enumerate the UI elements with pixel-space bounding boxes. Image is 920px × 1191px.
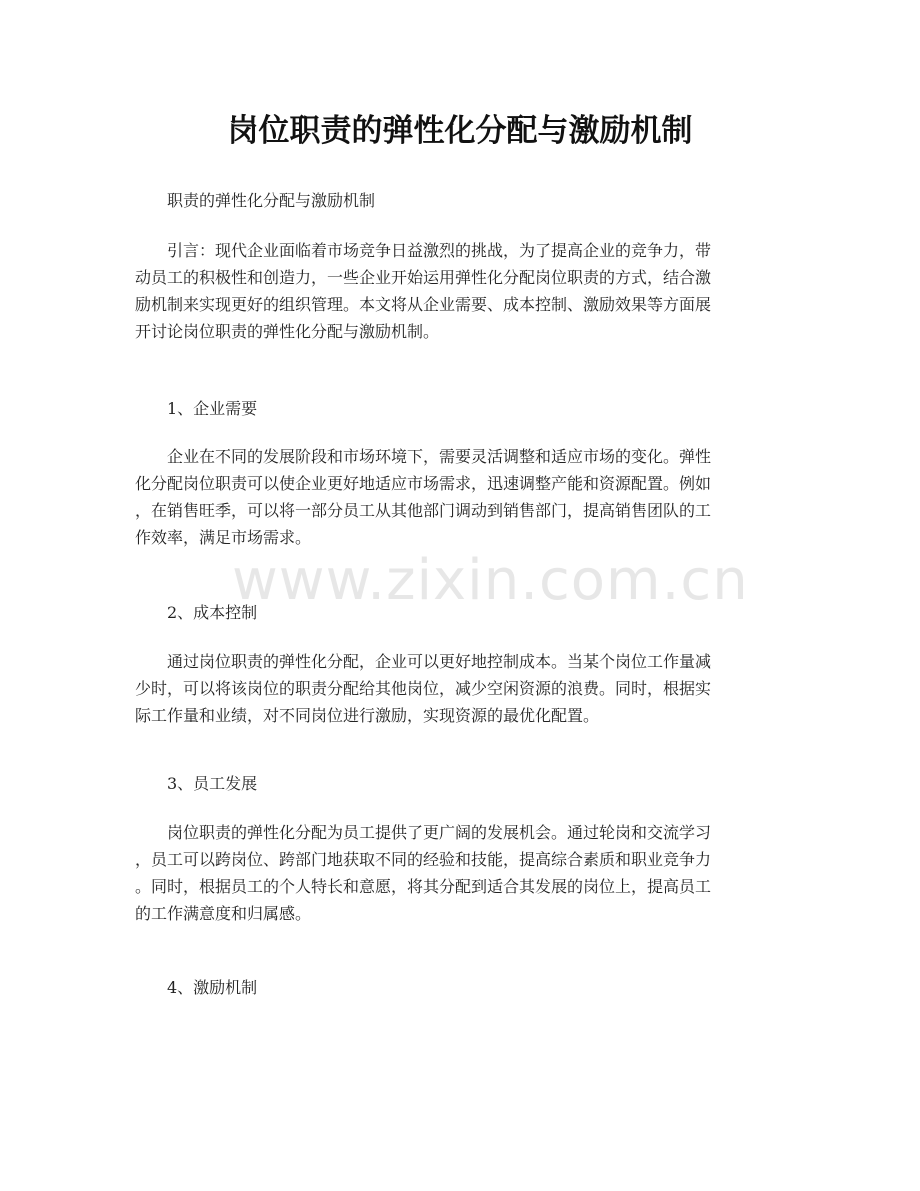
paragraph-line: 引言：现代企业面临着市场竞争日益激烈的挑战，为了提高企业的竞争力，带 <box>167 241 712 260</box>
intro-paragraph <box>135 237 785 345</box>
paragraph-line: 少时，可以将该岗位的职责分配给其他岗位，减少空闲资源的浪费。同时，根据实 <box>135 679 712 698</box>
section-heading: 3、员工发展 <box>167 774 258 793</box>
paragraph-line: 励机制来实现更好的组织管理。本文将从企业需要、成本控制、激励效果等方面展 <box>135 295 712 314</box>
section-paragraph <box>135 648 785 729</box>
paragraph-line: ，员工可以跨岗位、跨部门地获取不同的经验和技能，提高综合素质和职业竞争力 <box>135 850 712 869</box>
watermark: www.zixin.com.cn <box>232 548 749 613</box>
section-heading: 2、成本控制 <box>167 603 258 622</box>
paragraph-line: 开讨论岗位职责的弹性化分配与激励机制。 <box>135 322 440 341</box>
paragraph-line: 企业在不同的发展阶段和市场环境下，需要灵活调整和适应市场的变化。弹性 <box>167 447 712 466</box>
paragraph-line: ，在销售旺季，可以将一部分员工从其他部门调动到销售部门，提高销售团队的工 <box>135 501 712 520</box>
section-heading: 1、企业需要 <box>167 399 258 418</box>
paragraph-line: 的工作满意度和归属感。 <box>135 904 312 923</box>
paragraph-line: 。同时，根据员工的个人特长和意愿，将其分配到适合其发展的岗位上，提高员工 <box>135 877 712 896</box>
section-heading: 4、激励机制 <box>167 978 258 997</box>
paragraph-line: 动员工的积极性和创造力，一些企业开始运用弹性化分配岗位职责的方式，结合激 <box>135 268 712 287</box>
paragraph-line: 通过岗位职责的弹性化分配，企业可以更好地控制成本。当某个岗位工作量减 <box>167 652 712 671</box>
paragraph-line: 岗位职责的弹性化分配为员工提供了更广阔的发展机会。通过轮岗和交流学习 <box>167 823 712 842</box>
paragraph-line: 际工作量和业绩，对不同岗位进行激励，实现资源的最优化配置。 <box>135 706 600 725</box>
document-title: 岗位职责的弹性化分配与激励机制 <box>227 113 693 149</box>
paragraph-line: 作效率，满足市场需求。 <box>135 528 312 547</box>
section-paragraph <box>135 443 785 551</box>
paragraph-line: 化分配岗位职责可以使企业更好地适应市场需求，迅速调整产能和资源配置。例如 <box>135 474 712 493</box>
document-subtitle: 职责的弹性化分配与激励机制 <box>167 191 376 210</box>
section-paragraph <box>135 819 785 927</box>
